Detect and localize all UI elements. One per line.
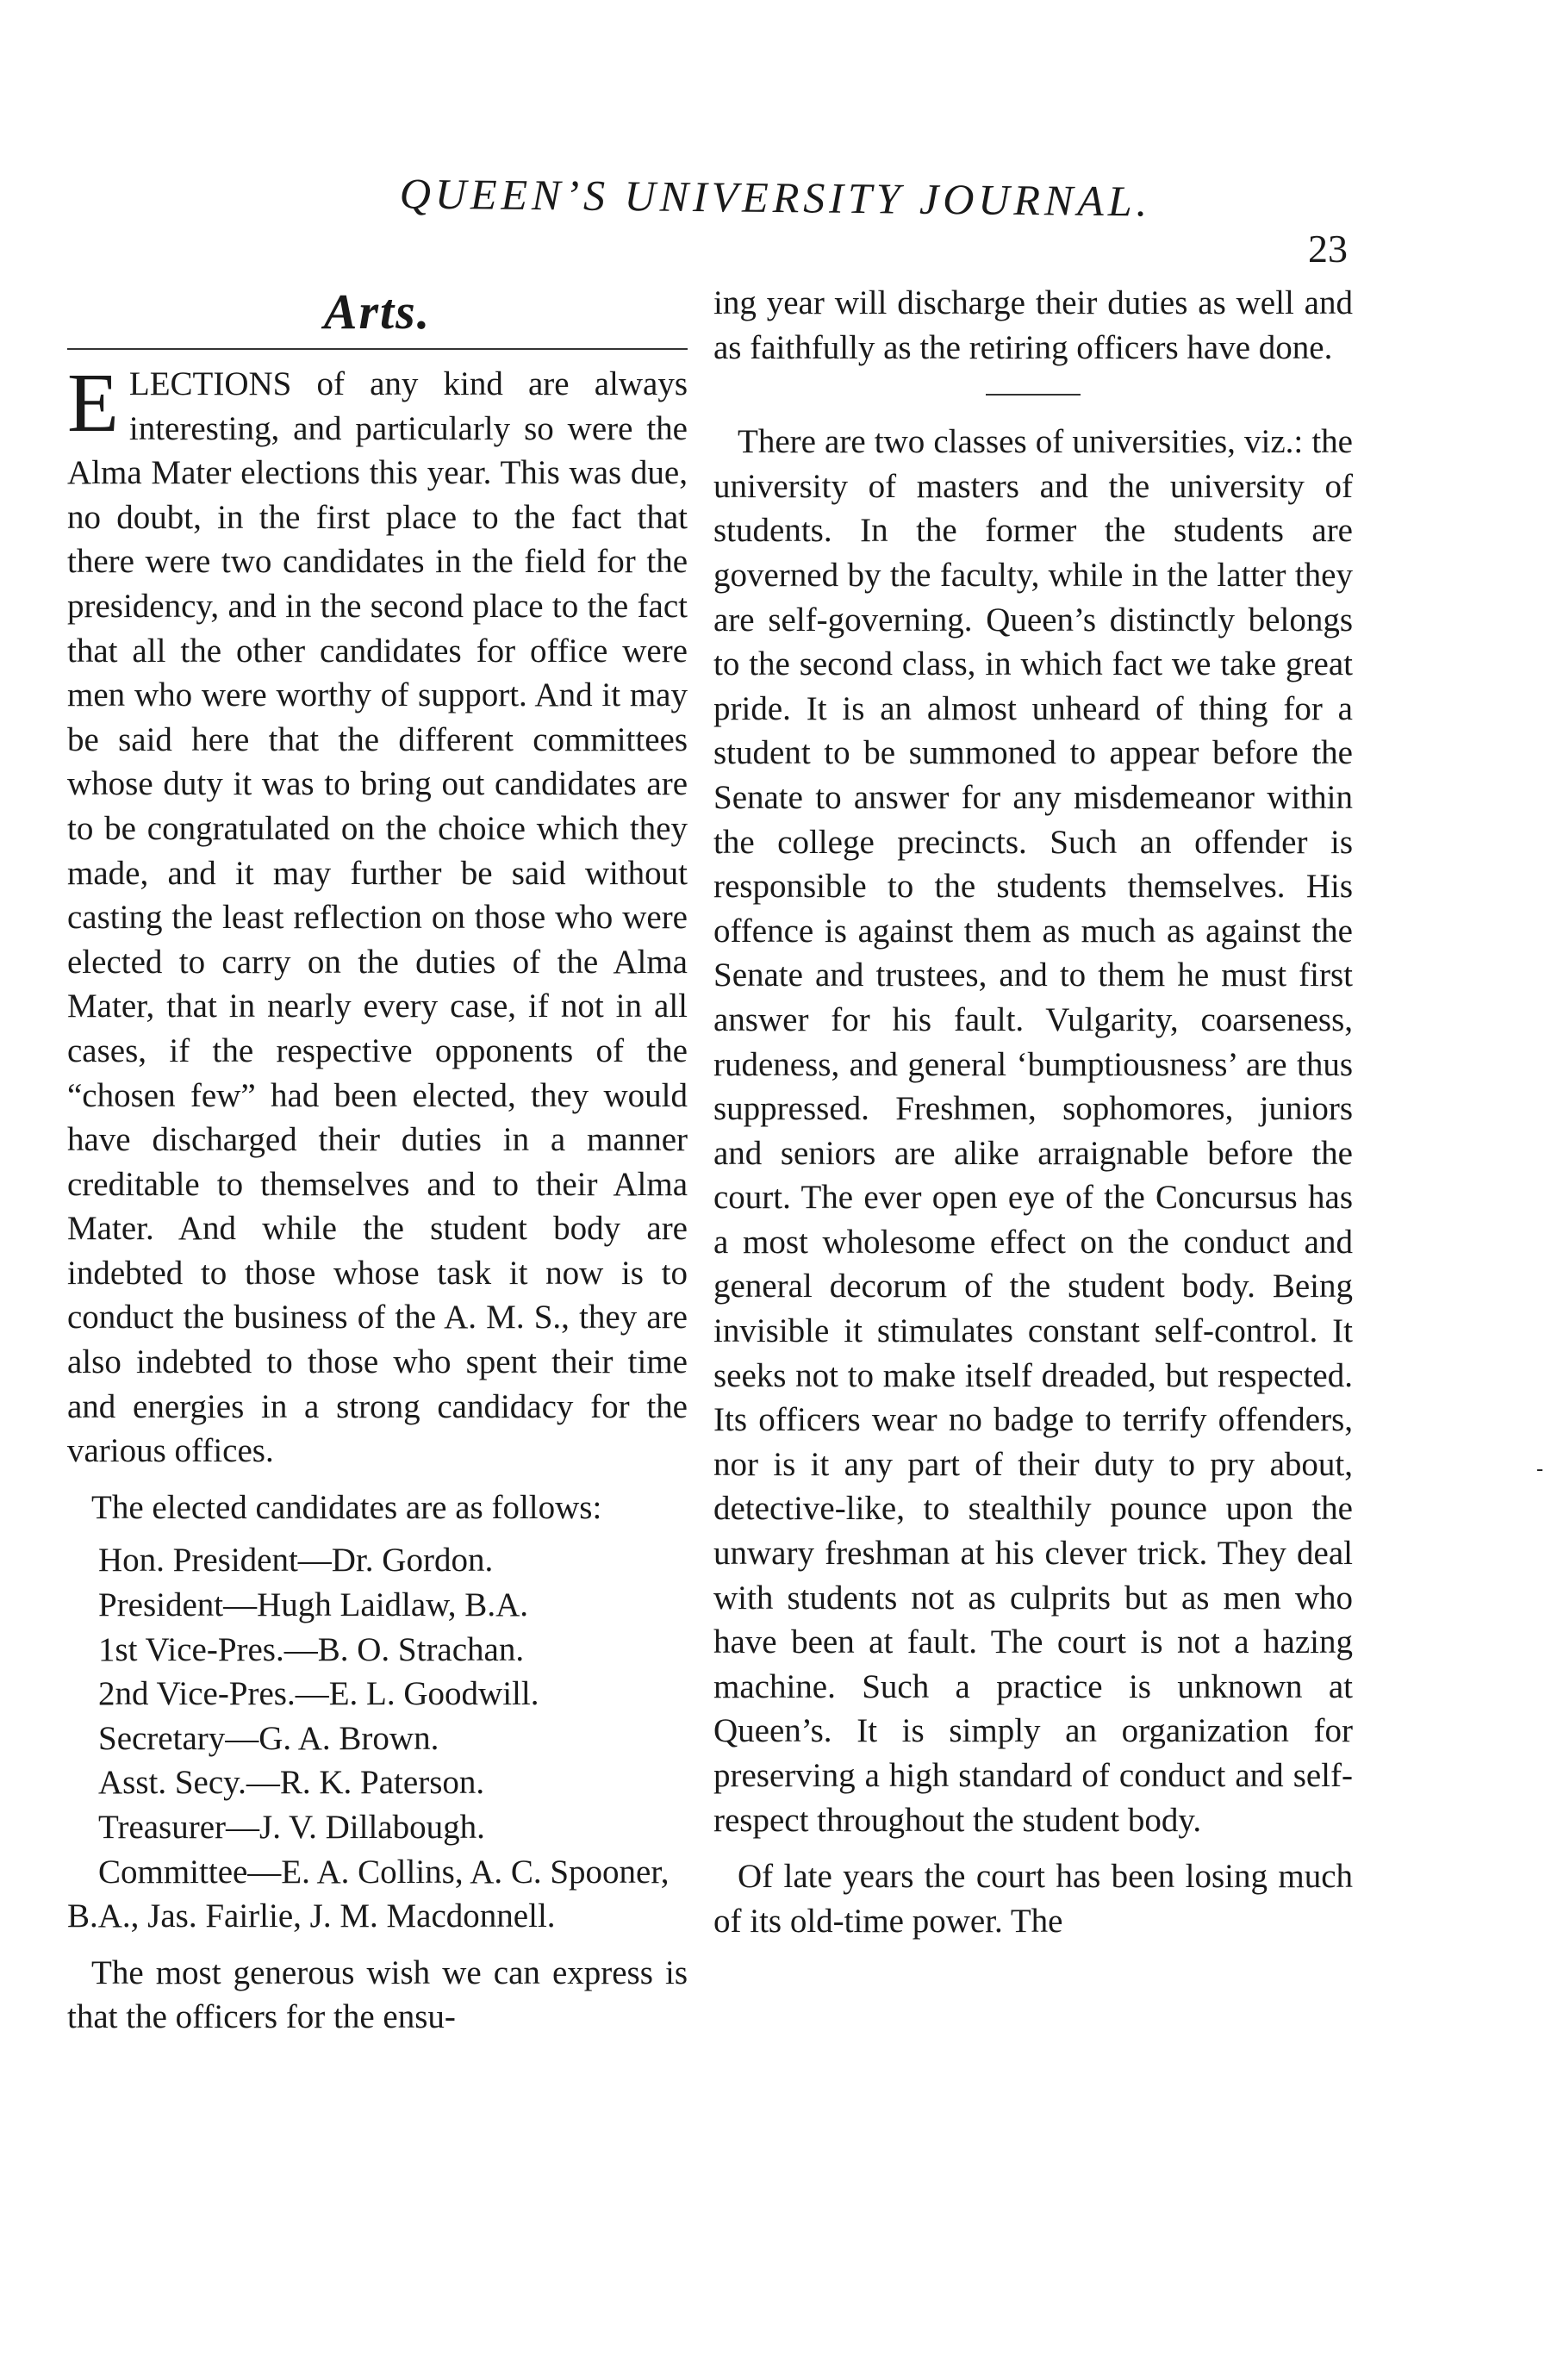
officer-line: Treasurer—J. V. Dillabough. bbox=[98, 1809, 485, 1846]
elected-intro-paragraph: The elected candidates are as follows: bbox=[91, 1488, 602, 1526]
committee-line bbox=[67, 1850, 688, 1939]
margin-mark: - bbox=[1536, 1458, 1543, 1480]
continued-paragraph: ing year will discharge their duties as well and as faithfully as the retiring officers have done. bbox=[713, 284, 1353, 366]
running-head: QUEEN’S UNIVERSITY JOURNAL. bbox=[399, 169, 1152, 226]
officer-line: Secretary—G. A. Brown. bbox=[98, 1719, 439, 1757]
officer-line: President—Hugh Laidlaw, B.A. bbox=[98, 1586, 528, 1624]
page-number: 23 bbox=[1308, 227, 1348, 271]
court-power-paragraph: Of late years the court has been losing much of its old-time power. The bbox=[713, 1858, 1353, 1940]
officer-line: 1st Vice-Pres.—B. O. Strachan. bbox=[98, 1630, 525, 1668]
committee-text: Committee—E. A. Collins, A. C. Spooner, B.A., Jas. Fairlie, J. M. Macdonnell. bbox=[67, 1853, 670, 1935]
right-column bbox=[713, 281, 1353, 1943]
left-column bbox=[67, 284, 688, 2040]
officer-line: Asst. Secy.—R. K. Paterson. bbox=[98, 1764, 485, 1802]
drop-cap: E bbox=[67, 357, 119, 450]
generous-wish-paragraph: The most generous wish we can express is that the officers for the ensu- bbox=[67, 1953, 688, 2036]
officer-line: Hon. President—Dr. Gordon. bbox=[98, 1542, 494, 1579]
elections-paragraph bbox=[67, 357, 688, 1473]
elections-paragraph-text: LECTIONS of any kind are always interesting, and particularly so were the Alma Mater elections this year. This was due, no doubt, in the first place to the fact that there were two candidates in the field for the presidency, and in the second place to the fact that all the other candidates for office were men who were worthy of support. And it may be said here that the different committees whose duty it was to bring out candidates are to be congratulated on the choice which they made, and it may further be said without casting the least reflection on those who were elected to carry on the duties of the Alma Mater, that in nearly every case, if not in all cases, if the respective opponents of the “chosen few” had been elected, they would have discharged their duties in a manner creditable to themselves and to their Alma Mater. And while the student body are indebted to those whose task it now is to conduct the business of the A. M. S., they are also indebted to those who spent their time and energies in a strong candidacy for the various offices. bbox=[67, 365, 688, 1470]
section-heading: Arts. bbox=[323, 283, 432, 340]
officers-list bbox=[67, 1538, 688, 1938]
universities-paragraph: There are two classes of universities, viz.: the university of masters and the university of students. In the former the students are governed by the faculty, while in the latter they are self-governing. Queen’s distinctly belongs to the second class, in which fact we take great pride. It is an almost unheard of thing for a student to be summoned to appear before the Senate to answer for any misdemeanor within the college precincts. Such an offender is responsible to the students themselves. His offence is against them as much as against the Senate and trustees, and to them he must first answer for his fault. Vulgarity, coarseness, rudeness, and general ‘bumptiousness’ are thus suppressed. Freshmen, sophomores, juniors and seniors are alike arraignable before the court. The ever open eye of the Concursus has a most wholesome effect on the conduct and general decorum of the student body. Being invisible it stimulates constant self-control. It seeks not to make itself dreaded, but respected. Its officers wear no badge to terrify offenders, nor is it any part of their duty to pry about, detective-like, to stealthily pounce upon the unwary freshman at his clever trick. They deal with students not as culprits but as men who have been at fault. The court is not a hazing machine. Such a practice is unknown at Queen’s. It is simply an organization for preserving a high standard of conduct and self-respect throughout the student body. bbox=[713, 423, 1353, 1839]
article-divider bbox=[986, 394, 1081, 396]
section-rule bbox=[67, 348, 688, 350]
officer-line: 2nd Vice-Pres.—E. L. Goodwill. bbox=[98, 1675, 539, 1713]
